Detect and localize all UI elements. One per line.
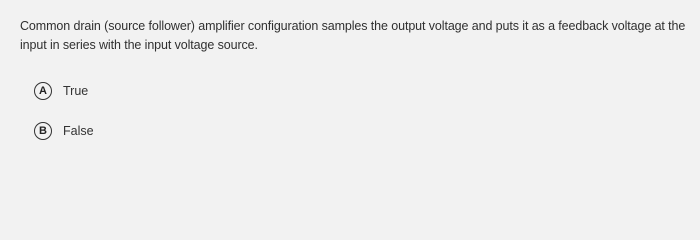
option-letter-badge: B (34, 122, 52, 140)
option-letter-badge: A (34, 82, 52, 100)
option-true[interactable] (34, 82, 88, 100)
option-label: True (63, 84, 89, 98)
option-false[interactable] (34, 122, 94, 140)
question-text: Common drain (source follower) amplifier configuration samples the output voltage and puts it as a feedback voltage at the input in series with the input voltage source. (20, 19, 686, 52)
option-label: False (63, 124, 94, 138)
